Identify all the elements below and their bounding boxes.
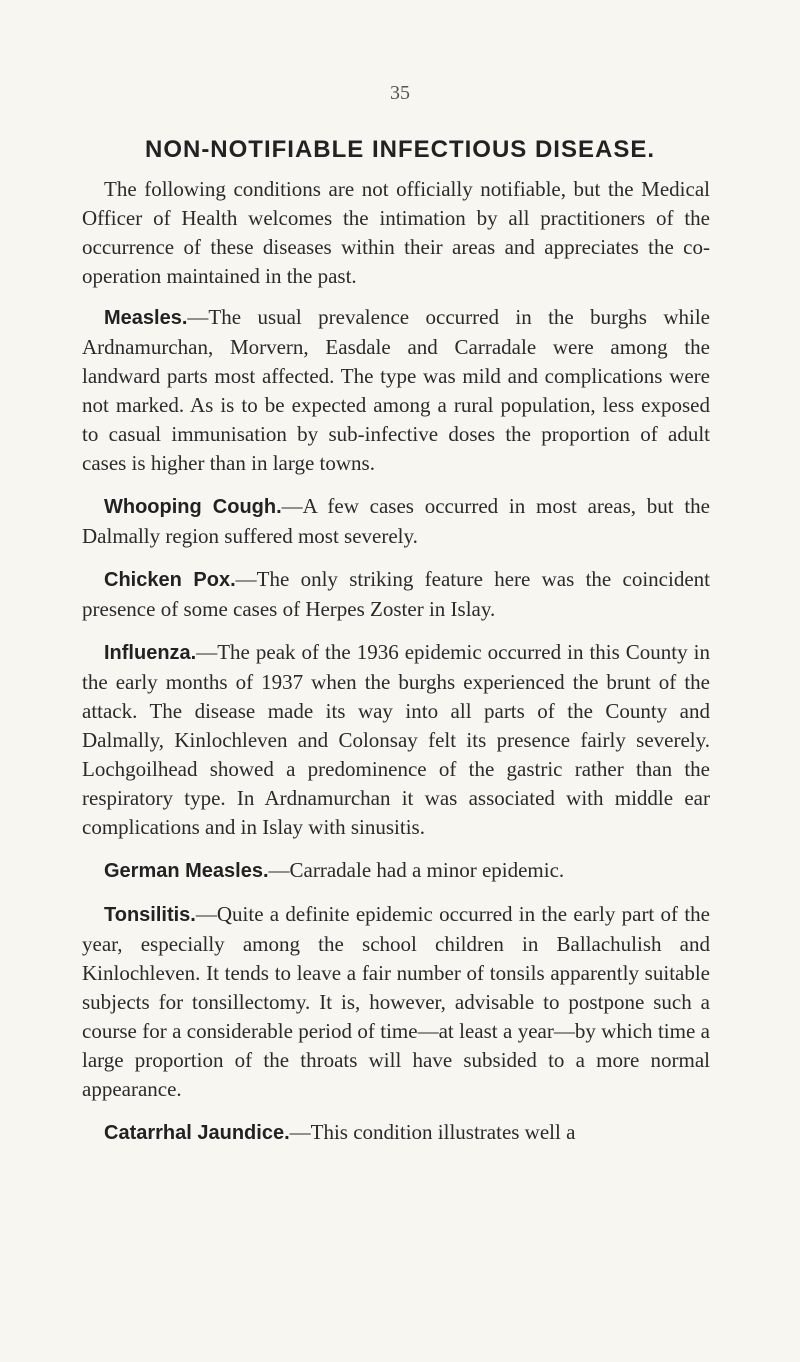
section-tonsilitis	[82, 900, 710, 1104]
section-text: —A few cases occurred in most areas, but the Dalmally region suffered most severely.	[82, 494, 710, 548]
section-text: —Carradale had a minor epidemic.	[268, 858, 565, 882]
section-text: —The only striking feature here was the coincident presence of some cases of Herpes Zoster in Islay.	[82, 567, 710, 621]
section-term: Catarrhal Jaundice.	[104, 1122, 290, 1144]
section-term: Whooping Cough.	[104, 496, 282, 518]
document-body	[82, 175, 710, 1162]
section-term: Influenza.	[104, 642, 197, 664]
section-text: —Quite a definite epidemic occurred in the early part of the year, especially among the school children in Ballachulish and Kinlochleven. It tends to leave a fair number of tonsils apparently suitable subjects for tonsillectomy. It is, however, advisable to postpone such a course for a considerable period of time—at least a year—by which time a large proportion of the throats will have subsided to a more normal appearance.	[82, 902, 710, 1101]
section-influenza	[82, 638, 710, 842]
section-term: Tonsilitis.	[104, 904, 196, 926]
page-title: NON-NOTIFIABLE INFECTIOUS DISEASE.	[144, 136, 655, 163]
section-term: German Measles.	[104, 860, 269, 882]
section-whooping-cough	[82, 492, 710, 551]
section-text: —The peak of the 1936 epidemic occurred in this County in the early months of 1937 when the burghs experienced the brunt of the attack. The disease made its way into all parts of the County and Dalmally, Kinlochleven and Colonsay felt its presence fairly severely. Lochgoilhead showed a predominence of the gastric rather than the respiratory type. In Ardnamurchan it was associated with middle ear complications and in Islay with sinusitis.	[82, 640, 710, 839]
section-catarrhal-jaundice	[82, 1118, 710, 1148]
intro-paragraph: The following conditions are not officially notifiable, but the Medical Officer of Health welcomes the intimation by all practitioners of the occurrence of these diseases within their areas and appreciates the co-operation maintained in the past.	[82, 177, 710, 288]
section-text: —This condition illustrates well a	[289, 1120, 576, 1144]
section-measles	[82, 303, 710, 478]
page-number: 35	[390, 82, 410, 104]
section-text: —The usual prevalence occurred in the burghs while Ardnamurchan, Morvern, Easdale and Carradale were among the landward parts most affected. The type was mild and complications were not marked. As is to be expected among a rural population, less exposed to casual immunisation by sub-infective doses the proportion of adult cases is higher than in large towns.	[82, 305, 710, 475]
section-chicken-pox	[82, 565, 710, 624]
section-german-measles	[82, 856, 710, 886]
section-term: Chicken Pox.	[104, 569, 236, 591]
section-term: Measles.	[104, 307, 188, 329]
